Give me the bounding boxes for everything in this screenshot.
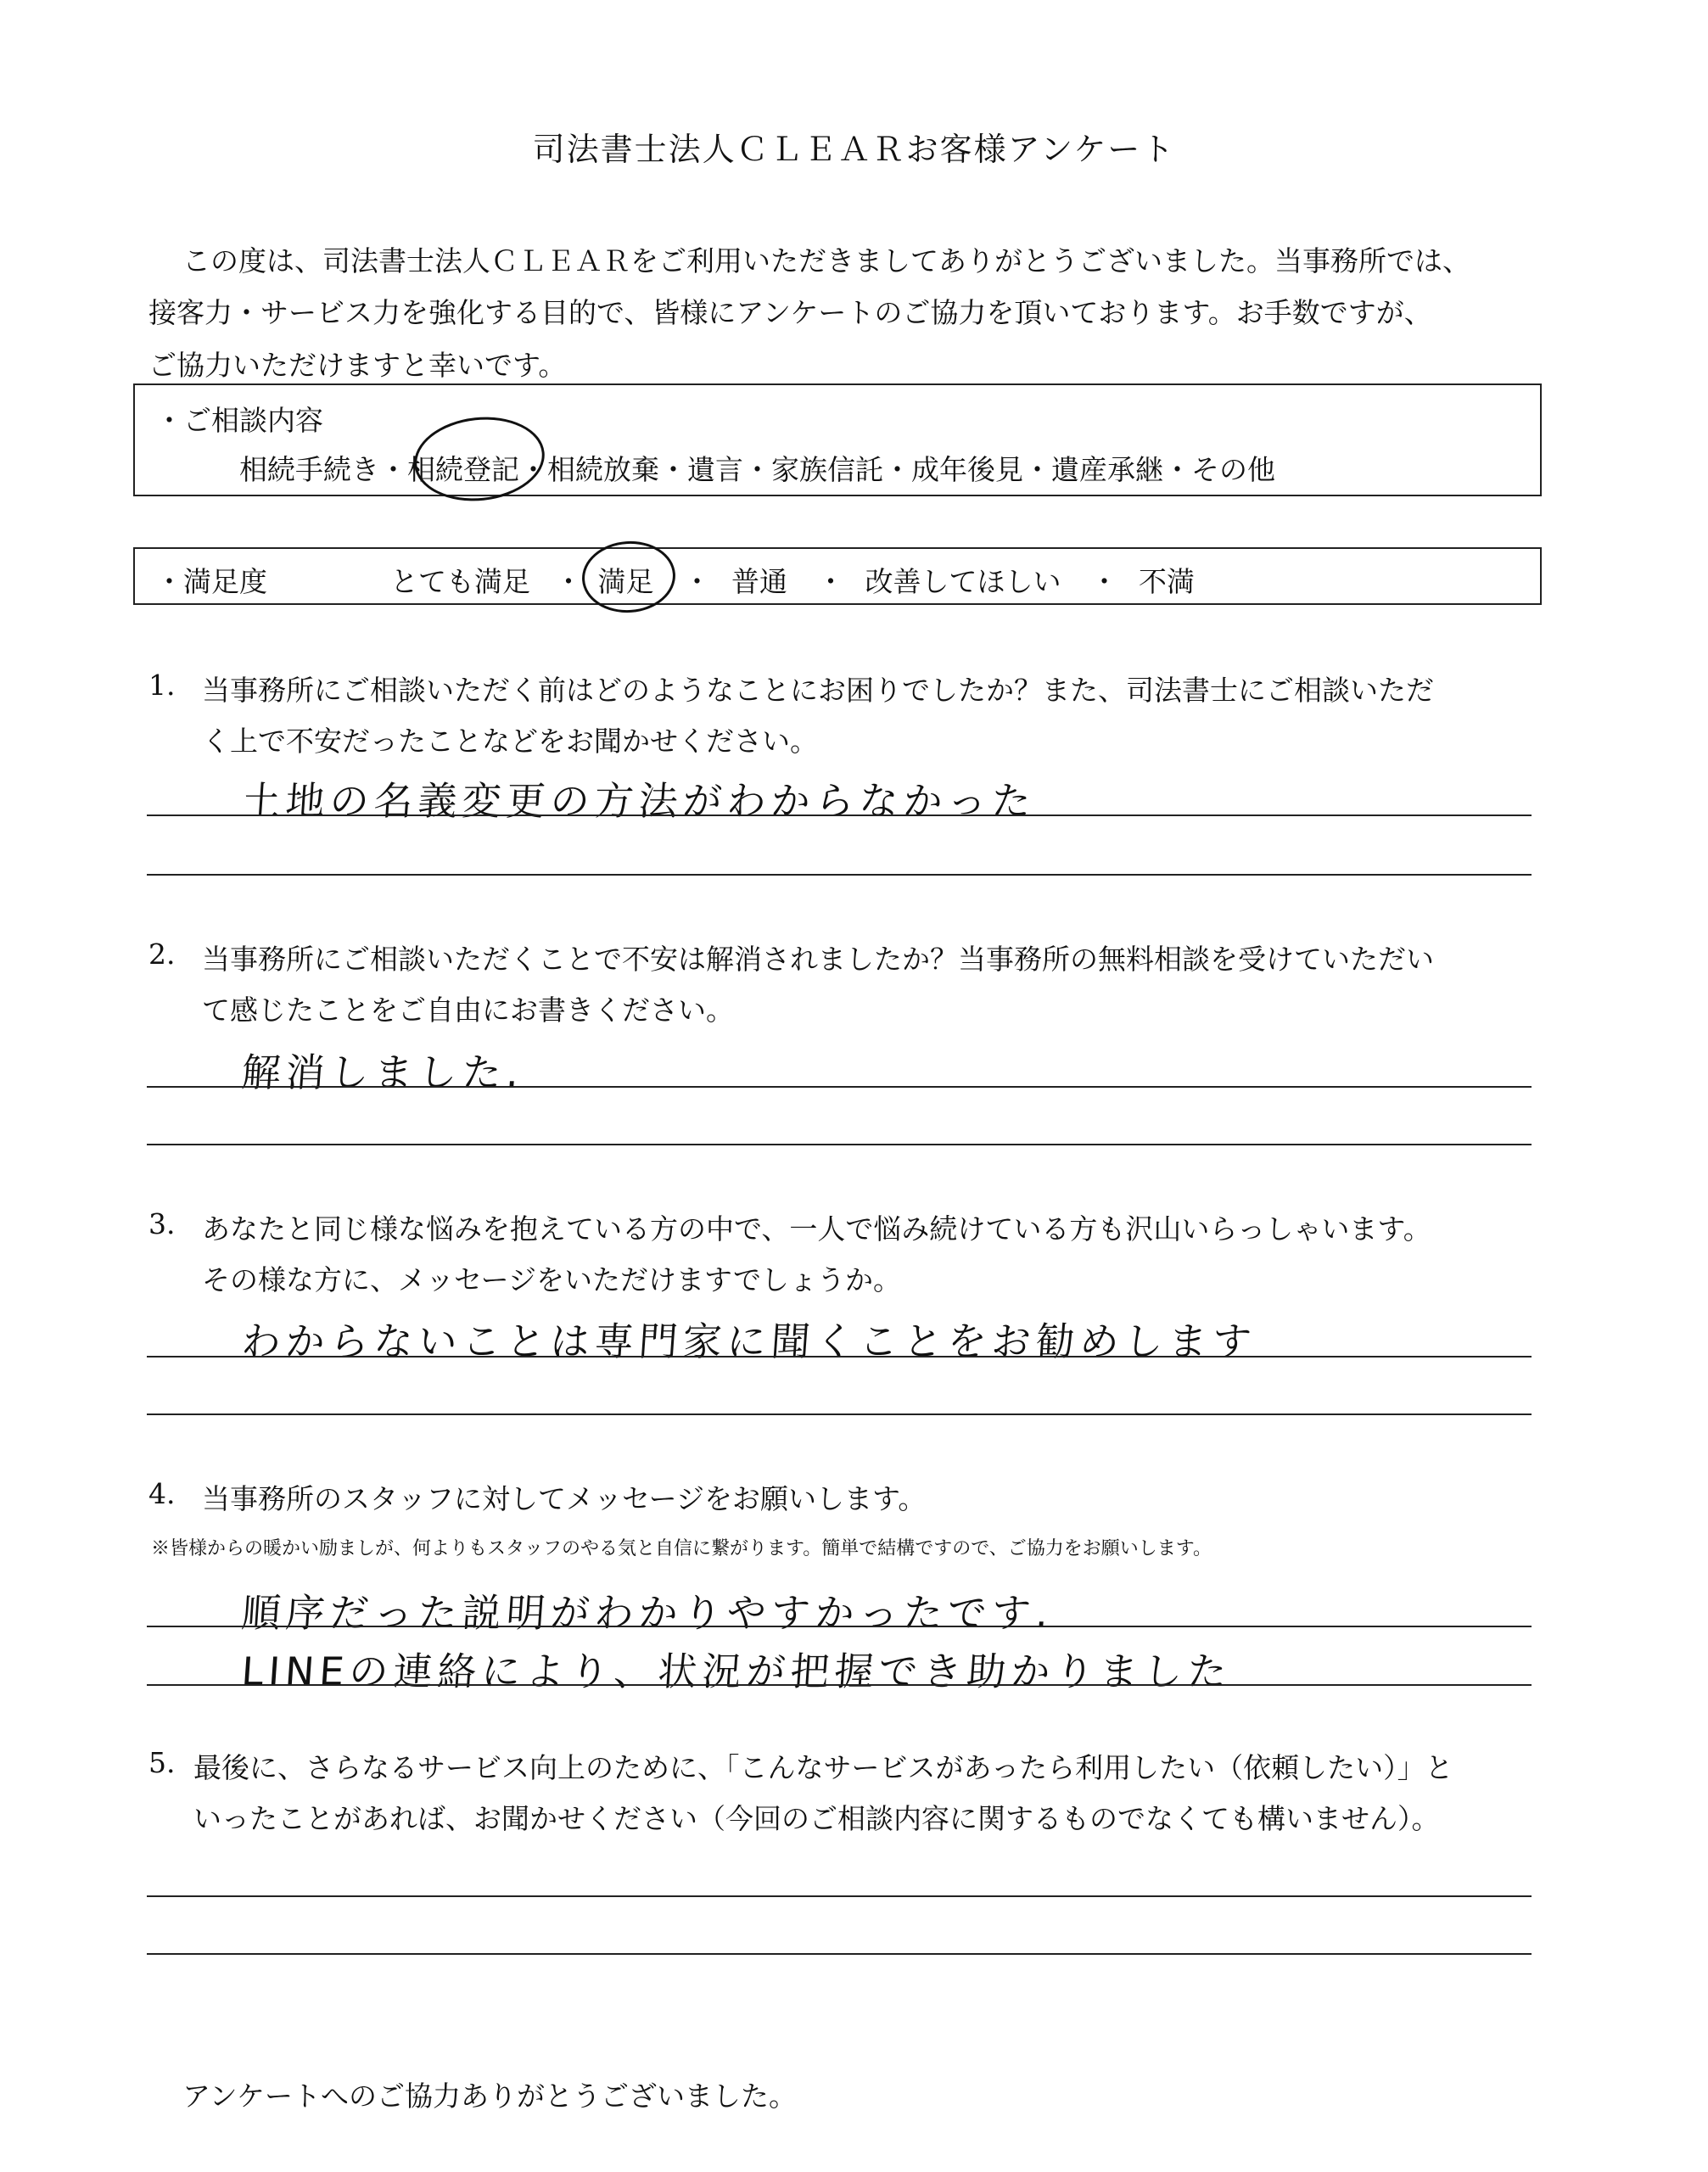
question-1-number: 1. <box>148 669 176 702</box>
closing-message: アンケートへのご協力ありがとうございました。 <box>182 2080 798 2113</box>
question-3-line-2: その様な方に、メッセージをいただけますでしょうか。 <box>202 1263 902 1296</box>
consultation-options <box>239 448 1275 488</box>
question-5-line-1: 最後に、さらなるサービス向上のために、「こんなサービスがあったら利用したい（依頼したい）」と <box>193 1751 1453 1784</box>
answer-1-line-1[interactable]: 土地の名義変更の方法がわからなかった <box>239 778 1038 824</box>
satisfaction-label: ・満足度 <box>155 565 267 598</box>
page-title: 司法書士法人ＣＬＥＡＲお客様アンケート <box>532 131 1176 168</box>
satisfaction-very-satisfied[interactable]: とても満足 <box>390 565 530 598</box>
consultation-selected[interactable]: 相続登記 <box>407 453 519 486</box>
question-2-line-1: 当事務所にご相談いただくことで不安は解消されましたか？当事務所の無料相談を受けていただい <box>202 943 1434 976</box>
question-4-number: 4. <box>148 1477 176 1510</box>
question-4-note: ※皆様からの暖かい励ましが、何よりもスタッフのやる気と自信に繋がります。簡単で結構ですので、ご協力をお願いします。 <box>151 1538 1212 1559</box>
satisfaction-sep-3: ・ <box>816 565 845 598</box>
answer-2-rule-2 <box>147 1144 1532 1145</box>
satisfaction-selected[interactable]: 満足 <box>597 565 654 598</box>
satisfaction-sep-2: ・ <box>683 565 711 598</box>
consultation-options-after: ・相続放棄・遺言・家族信託・成年後見・遺産承継・その他 <box>519 453 1275 486</box>
answer-1-rule-2 <box>147 874 1532 876</box>
answer-4-rule-1 <box>147 1626 1532 1627</box>
question-2-line-2: て感じたことをご自由にお書きください。 <box>202 994 734 1027</box>
satisfaction-options <box>390 560 1195 600</box>
question-2-number: 2. <box>148 938 176 971</box>
answer-3-line-1[interactable]: わからないことは専門家に聞くことをお勧めします <box>239 1318 1258 1364</box>
answer-2-line-1[interactable]: 解消しました. <box>239 1050 526 1095</box>
answer-5-rule-2 <box>147 1953 1532 1955</box>
answer-3-rule-1 <box>147 1356 1532 1358</box>
answer-4-rule-2 <box>147 1684 1532 1686</box>
satisfaction-sep-1: ・ <box>554 565 583 598</box>
question-3-number: 3. <box>148 1207 176 1240</box>
intro-line-2: 接客力・サービス力を強化する目的で、皆様にアンケートのご協力を頂いております。お手数ですが、 <box>148 296 1432 329</box>
answer-3-rule-2 <box>147 1413 1532 1415</box>
satisfaction-improve[interactable]: 改善してほしい <box>865 565 1061 598</box>
satisfaction-normal[interactable]: 普通 <box>731 565 787 598</box>
satisfaction-dissatisfied[interactable]: 不満 <box>1139 565 1195 598</box>
question-4-line-1: 当事務所のスタッフに対してメッセージをお願いします。 <box>202 1482 927 1515</box>
intro-line-1: この度は、司法書士法人ＣＬＥＡＲをご利用いただきましてありがとうございました。当事務所では、 <box>182 244 1470 277</box>
answer-2-rule-1 <box>147 1086 1532 1088</box>
consultation-options-before: 相続手続き・ <box>239 453 407 486</box>
question-5-line-2: いったことがあれば、お聞かせください（今回のご相談内容に関するものでなくても構いません）。 <box>193 1802 1440 1835</box>
answer-4-line-1[interactable]: 順序だった説明がわかりやすかったです. <box>239 1590 1056 1636</box>
answer-4-line-2[interactable]: LINEの連絡により、状況が把握でき助かりました <box>239 1649 1234 1694</box>
question-3-line-1: あなたと同じ様な悩みを抱えている方の中で、一人で悩み続けている方も沢山いらっしゃいます。 <box>202 1212 1431 1246</box>
satisfaction-sep-4: ・ <box>1090 565 1118 598</box>
intro-line-3: ご協力いただけますと幸いです。 <box>148 349 567 382</box>
question-1-line-2: く上で不安だったことなどをお聞かせください。 <box>202 725 818 758</box>
answer-1-rule-1 <box>147 814 1532 816</box>
consultation-label: ・ご相談内容 <box>155 404 323 437</box>
question-5-number: 5. <box>148 1746 176 1779</box>
answer-5-rule-1 <box>147 1895 1532 1897</box>
question-1-line-1: 当事務所にご相談いただく前はどのようなことにお困りでしたか？また、司法書士にご相談いただ <box>202 674 1434 707</box>
